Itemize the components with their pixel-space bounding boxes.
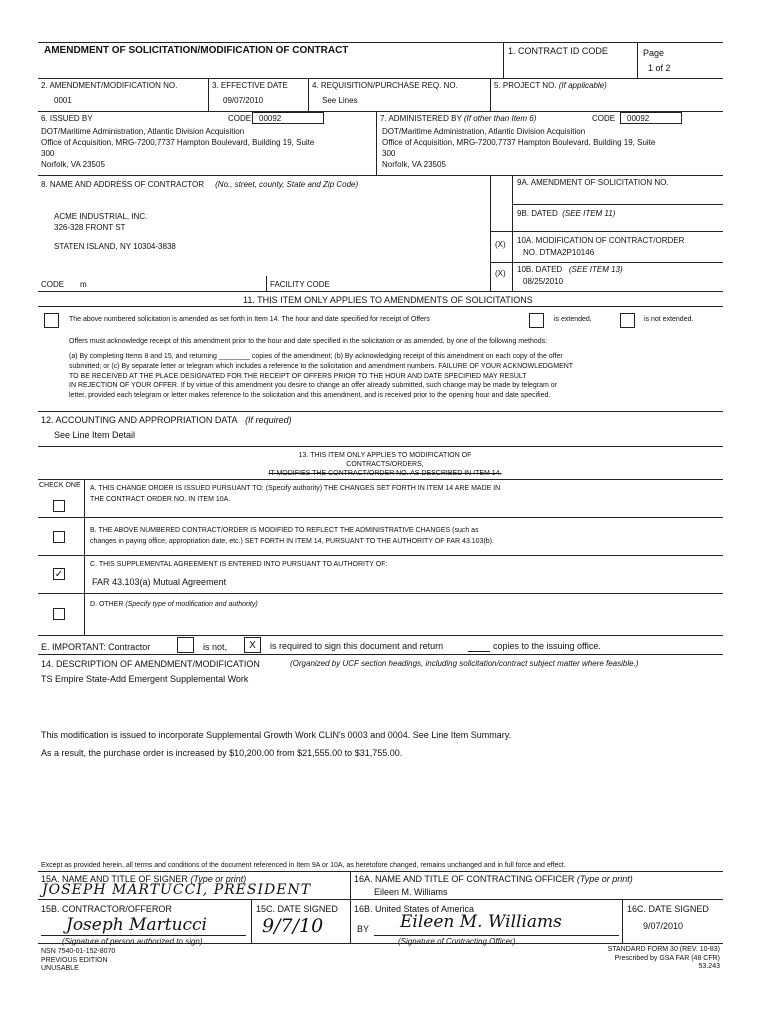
itemE-label: E. IMPORTANT: Contractor — [41, 642, 151, 652]
signature-line — [374, 935, 619, 936]
rule — [490, 175, 491, 291]
item3-label: 3. EFFECTIVE DATE — [212, 81, 288, 90]
item13c-value: FAR 43.103(a) Mutual Agreement — [92, 577, 227, 587]
item2-value: 0001 — [54, 96, 72, 105]
rule — [490, 78, 491, 111]
item11-extended: is extended, — [554, 316, 592, 323]
item5-note: (If applicable) — [558, 81, 607, 90]
rule — [512, 175, 513, 291]
facility-code-label: FACILITY CODE — [270, 280, 330, 289]
solicitation-checkbox[interactable] — [44, 313, 59, 328]
is-not-checkbox[interactable] — [177, 637, 194, 653]
item9b-note: (SEE ITEM 11) — [562, 209, 616, 218]
rule — [490, 262, 723, 263]
rule — [38, 291, 723, 292]
rule — [38, 555, 723, 556]
item9a-label: 9A. AMENDMENT OF SOLICITATION NO. — [517, 178, 669, 187]
rule — [38, 479, 723, 480]
rule — [251, 899, 252, 943]
rule — [350, 871, 351, 943]
item13b-text: B. THE ABOVE NUMBERED CONTRACT/ORDER IS MODIFIED TO REFLECT THE ADMINISTRATIVE CHANGES (such as changes in paying office, appropriation date, etc.) SET FORTH IN ITEM 14, PURSUANT TO THE AUTHORITY OF FAR 43.103(b). — [90, 527, 494, 545]
item11-heading: 11. THIS ITEM ONLY APPLIES TO AMENDMENTS OF SOLICITATIONS — [243, 295, 533, 305]
item10a-mark: (X) — [495, 240, 506, 249]
rule — [208, 78, 209, 111]
item6-code-label: CODE — [228, 114, 252, 123]
item7-note: (If other than Item 6) — [463, 114, 537, 123]
item6-address: DOT/Maritime Administration, Atlantic Division Acquisition Office of Acquisition, MRG-7200,7737 Hampton Boulevard, Building 19, Suite 300 Norfolk, VA 23505 — [41, 127, 315, 169]
item12-value: See Line Item Detail — [54, 430, 136, 440]
item11-line1: The above numbered solicitation is amended as set forth in Item 14. The hour and date specified for receipt of Offers — [69, 316, 430, 323]
item14-text2: As a result, the purchase order is increased by $10,200.00 from $21,555.00 to $31,755.00. — [41, 748, 403, 758]
item15a-note: (Type or print) — [190, 874, 247, 884]
form-title: AMENDMENT OF SOLICITATION/MODIFICATION OF CONTRACT — [44, 45, 349, 56]
rule — [38, 593, 723, 594]
item7-code-label: CODE — [592, 114, 616, 123]
item7-label: 7. ADMINISTERED BY — [380, 114, 462, 123]
item13a-checkbox[interactable] — [53, 500, 65, 512]
item14-text1: This modification is issued to incorporate Supplemental Growth Work CLIN's 0003 and 0004. See Line Item Summary. — [41, 730, 512, 740]
item13d-text: D. OTHER — [90, 601, 124, 608]
itemE-is-not: is not, — [203, 642, 228, 652]
rule — [38, 446, 723, 447]
item2-label: 2. AMENDMENT/MODIFICATION NO. — [41, 81, 178, 90]
item13c-checkbox[interactable]: ✓ — [54, 569, 64, 580]
item16a-label: 16A. NAME AND TITLE OF CONTRACTING OFFICER — [354, 874, 575, 884]
rule — [38, 42, 723, 43]
item13b-checkbox[interactable] — [53, 531, 65, 543]
rule — [490, 231, 723, 232]
rule — [84, 479, 85, 635]
rule — [38, 899, 723, 900]
item4-label: 4. REQUISITION/PURCHASE REQ. NO. — [312, 81, 458, 90]
not-extended-checkbox[interactable] — [620, 313, 635, 328]
rule — [512, 204, 723, 205]
item13a-text: A. THIS CHANGE ORDER IS ISSUED PURSUANT TO: (Specify authority) THE CHANGES SET FORTH IN ITEM 14 ARE MADE IN THE CONTRACT ORDER NO. IN ITEM 10A. — [90, 485, 501, 503]
item14-note: (Organized by UCF section headings, including solicitation/contract subject matter where feasible.) — [290, 659, 639, 668]
item13d-checkbox[interactable] — [53, 608, 65, 620]
item16c-value: 9/07/2010 — [643, 921, 684, 931]
item13-heading: 13. THIS ITEM ONLY APPLIES TO MODIFICATION OF CONTRACTS/ORDERS, IT MODIFIES THE CONTRACT/ORDER NO. AS DESCRIBED IN ITEM 14. — [268, 452, 502, 477]
item15b-label: 15B. CONTRACTOR/OFFEROR — [41, 904, 172, 914]
rule — [503, 42, 504, 78]
item8-note: (No., street, county, State and Zip Code) — [215, 180, 359, 189]
item13c-text: C. THIS SUPPLEMENTAL AGREEMENT IS ENTERED INTO PURSUANT TO AUTHORITY OF: — [90, 561, 388, 568]
item10a-label: 10A. MODIFICATION OF CONTRACT/ORDER — [517, 236, 685, 245]
item15a-handwritten: JOSEPH MARTUCCI, PRESIDENT — [42, 882, 312, 898]
rule — [38, 411, 723, 412]
item4-value: See Lines — [322, 96, 358, 105]
item15b-caption: (Signature of person authorized to sign) — [62, 937, 203, 946]
code-bottom-label: CODE — [41, 280, 65, 289]
item13d-note: (Specify type of modification and authority) — [125, 601, 258, 608]
rule — [266, 276, 267, 291]
item16b-caption: (Signature of Contracting Officer) — [398, 937, 516, 946]
item16a-note: (Type or print) — [576, 874, 633, 884]
rule — [622, 899, 623, 943]
item7-address: DOT/Maritime Administration, Atlantic Division Acquisition Office of Acquisition, MRG-7200,7737 Hampton Boulevard, Building 19, Suite 300 Norfolk, VA 23505 — [382, 127, 656, 169]
item16b-by: BY — [357, 924, 370, 934]
rule — [38, 871, 723, 872]
item16a-value: Eileen M. Williams — [374, 887, 448, 897]
page-value: 1 of 2 — [648, 63, 671, 73]
rule — [376, 111, 377, 175]
rule — [38, 78, 723, 79]
item11-paragraph: (a) By completing Items 8 and 15, and returning ________ copies of the amendment; (b) By acknowledging receipt of this amendment on each copy of the offer submitted; or (c) By separate letter or telegram which includes a reference to the solicitation and amendment numbers. FAILURE OF YOUR ACKNOWLEDGMENT TO BE RECEIVED AT THE PLACE DESIGNATED FOR THE RECEIPT OF OFFERS PRIOR TO THE HOUR AND DATE SPECIFIED MAY RESULT IN REJECTION OF YOUR OFFER. If by virtue of this amendment you desire to change an offer already submitted, such change may be made by telegram or letter, provided each telegram or letter makes reference to the solicitation and this amendment, and is received prior to the opening hour and date specified. — [69, 353, 574, 400]
item15c-handwritten: 9/7/10 — [262, 915, 324, 937]
code-bottom-value: m — [80, 280, 87, 289]
rule — [637, 42, 638, 78]
item7-code-value: 00092 — [620, 112, 682, 124]
copies-blank — [468, 651, 490, 652]
item6-code-value: 00092 — [252, 112, 324, 124]
item14-label: 14. DESCRIPTION OF AMENDMENT/MODIFICATION — [41, 659, 260, 669]
check-one-label: CHECK ONE — [39, 482, 81, 489]
officer-signature: Eileen M. Williams — [400, 912, 562, 932]
rule — [38, 654, 723, 655]
item15c-label: 15C. DATE SIGNED — [256, 904, 338, 914]
item11-not-extended: is not extended. — [644, 316, 694, 323]
rule — [38, 517, 723, 518]
item16b-label: 16B. United States of America — [354, 904, 475, 914]
is-required-checkbox[interactable]: X — [244, 637, 261, 653]
rule — [38, 175, 723, 176]
item8-label: 8. NAME AND ADDRESS OF CONTRACTOR — [41, 180, 204, 189]
item6-label: 6. ISSUED BY — [41, 114, 93, 123]
item10b-value: 08/25/2010 — [523, 277, 564, 286]
item8-address: ACME INDUSTRIAL, INC. 326-328 FRONT ST STATEN ISLAND, NY 10304-3838 — [54, 212, 176, 251]
footer-left: NSN 7540-01-152-8070 PREVIOUS EDITION UNUSABLE — [41, 948, 116, 972]
item14-title: TS Empire State-Add Emergent Supplemental Work — [41, 674, 249, 684]
rule — [38, 635, 723, 636]
item16c-label: 16C. DATE SIGNED — [627, 904, 709, 914]
rule — [38, 306, 723, 307]
item12-label: 12. ACCOUNTING AND APPROPRIATION DATA — [41, 415, 238, 425]
extended-checkbox[interactable] — [529, 313, 544, 328]
page-label: Page — [643, 48, 665, 58]
item15a-label: 15A. NAME AND TITLE OF SIGNER — [41, 874, 188, 884]
item10a-value: NO. DTMA2P10146 — [523, 248, 595, 257]
item5-label: 5. PROJECT NO. — [494, 81, 557, 90]
itemE-required: is required to sign this document and return — [270, 641, 444, 651]
item3-value: 09/07/2010 — [223, 96, 264, 105]
itemE-copies: copies to the issuing office. — [493, 641, 601, 651]
contractor-signature: Joseph Martucci — [66, 915, 207, 935]
item10b-note: (SEE ITEM 13) — [568, 265, 623, 274]
item12-note: (If required) — [245, 415, 292, 425]
contract-id-label: 1. CONTRACT ID CODE — [508, 46, 608, 56]
item11-offers: Offers must acknowledge receipt of this amendment prior to the hour and date specified in the solicitation or as amended, by one of the following methods: — [69, 338, 548, 345]
item10b-label: 10B. DATED — [517, 265, 563, 274]
item10b-mark: (X) — [495, 269, 506, 278]
rule — [308, 78, 309, 111]
signature-line — [41, 935, 246, 936]
footer-right: STANDARD FORM 30 (REV. 10-83) Prescribed by GSA FAR (48 CFR) 53.243 — [607, 946, 720, 970]
item9b-label: 9B. DATED — [517, 209, 558, 218]
except-text: Except as provided herein, all terms and conditions of the document referenced in Item 9A or 10A, as heretofore changed, remains unchanged and in full force and effect. — [41, 862, 566, 869]
